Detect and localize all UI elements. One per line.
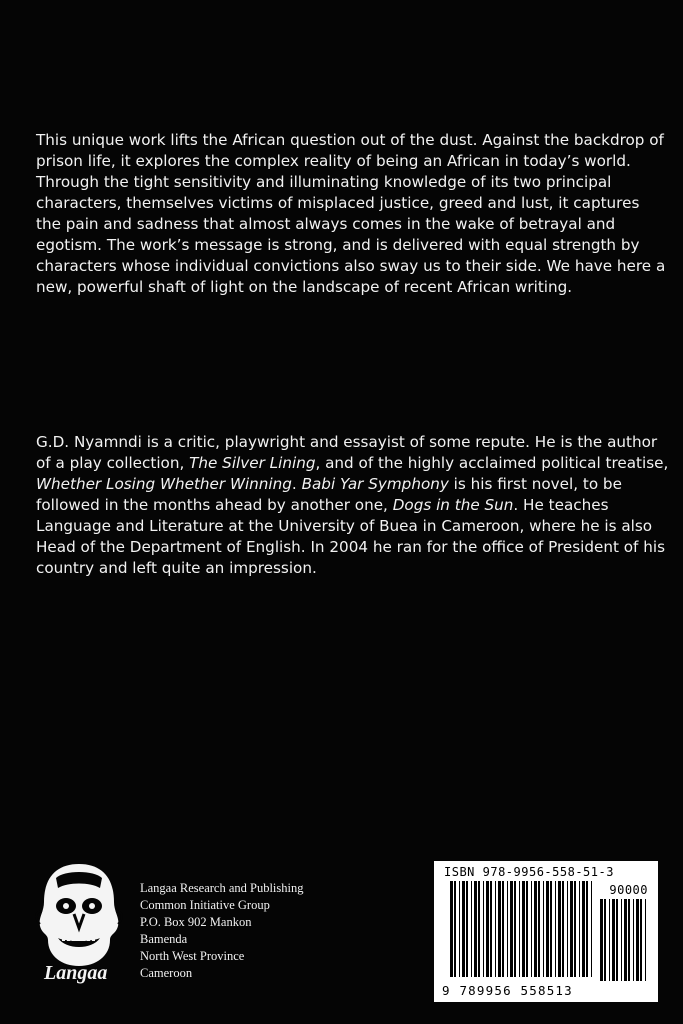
- publisher-line: Langaa Research and Publishing: [140, 881, 304, 895]
- publisher-address: [140, 880, 304, 982]
- logo-wordmark: Langaa: [44, 962, 108, 984]
- bio-title-silver-lining: The Silver Lining: [189, 454, 316, 472]
- ean-digits: 9 789956 558513: [442, 983, 573, 998]
- author-bio: [36, 432, 676, 579]
- barcode-bars: [442, 881, 650, 983]
- price-code: 90000: [609, 883, 648, 897]
- bio-text-5: . He teaches Language and Literature at the University of Buea in Cameroon, where he is also Head of the Department of English. In 2004 he ran for the office of President of his country and left quite an impression.: [36, 496, 665, 577]
- publisher-logo: [34, 858, 124, 988]
- bio-title-dogs-in-sun: Dogs in the Sun: [392, 496, 514, 514]
- back-cover-blurb: This unique work lifts the African question out of the dust. Against the backdrop of prison life, it explores the complex reality of being an African in today’s world. Through the tight sensitivity and illuminating knowledge of its two principal characters, themselves victims of misplaced justice, greed and lust, it captures the pain and sadness that almost always comes in the wake of betrayal and egotism. The work’s message is strong, and is delivered with equal strength by characters whose individual convictions also sway us to their side. We have here a new, powerful shaft of light on the landscape of recent African writing.: [36, 131, 666, 296]
- bio-title-babi-yar: Babi Yar Symphony: [301, 475, 449, 493]
- publisher-line: Bamenda: [140, 932, 188, 946]
- publisher-line: Common Initiative Group: [140, 898, 270, 912]
- publisher-line: North West Province: [140, 949, 245, 963]
- bio-title-whether-losing: Whether Losing Whether Winning: [36, 475, 292, 493]
- isbn-barcode: [434, 861, 658, 1002]
- bio-text-4: is his first novel, to be followed in the months ahead by another one,: [36, 475, 622, 514]
- bio-text-2: , and of the highly acclaimed political treatise,: [315, 454, 669, 472]
- publisher-line: P.O. Box 902 Mankon: [140, 915, 252, 929]
- bio-text-3: .: [291, 475, 302, 493]
- publisher-line: Cameroon: [140, 966, 193, 980]
- isbn-number: ISBN 978-9956-558-51-3: [444, 865, 614, 879]
- bio-text-1: G.D. Nyamndi is a critic, playwright and essayist of some repute. He is the author of a play collection,: [36, 433, 658, 472]
